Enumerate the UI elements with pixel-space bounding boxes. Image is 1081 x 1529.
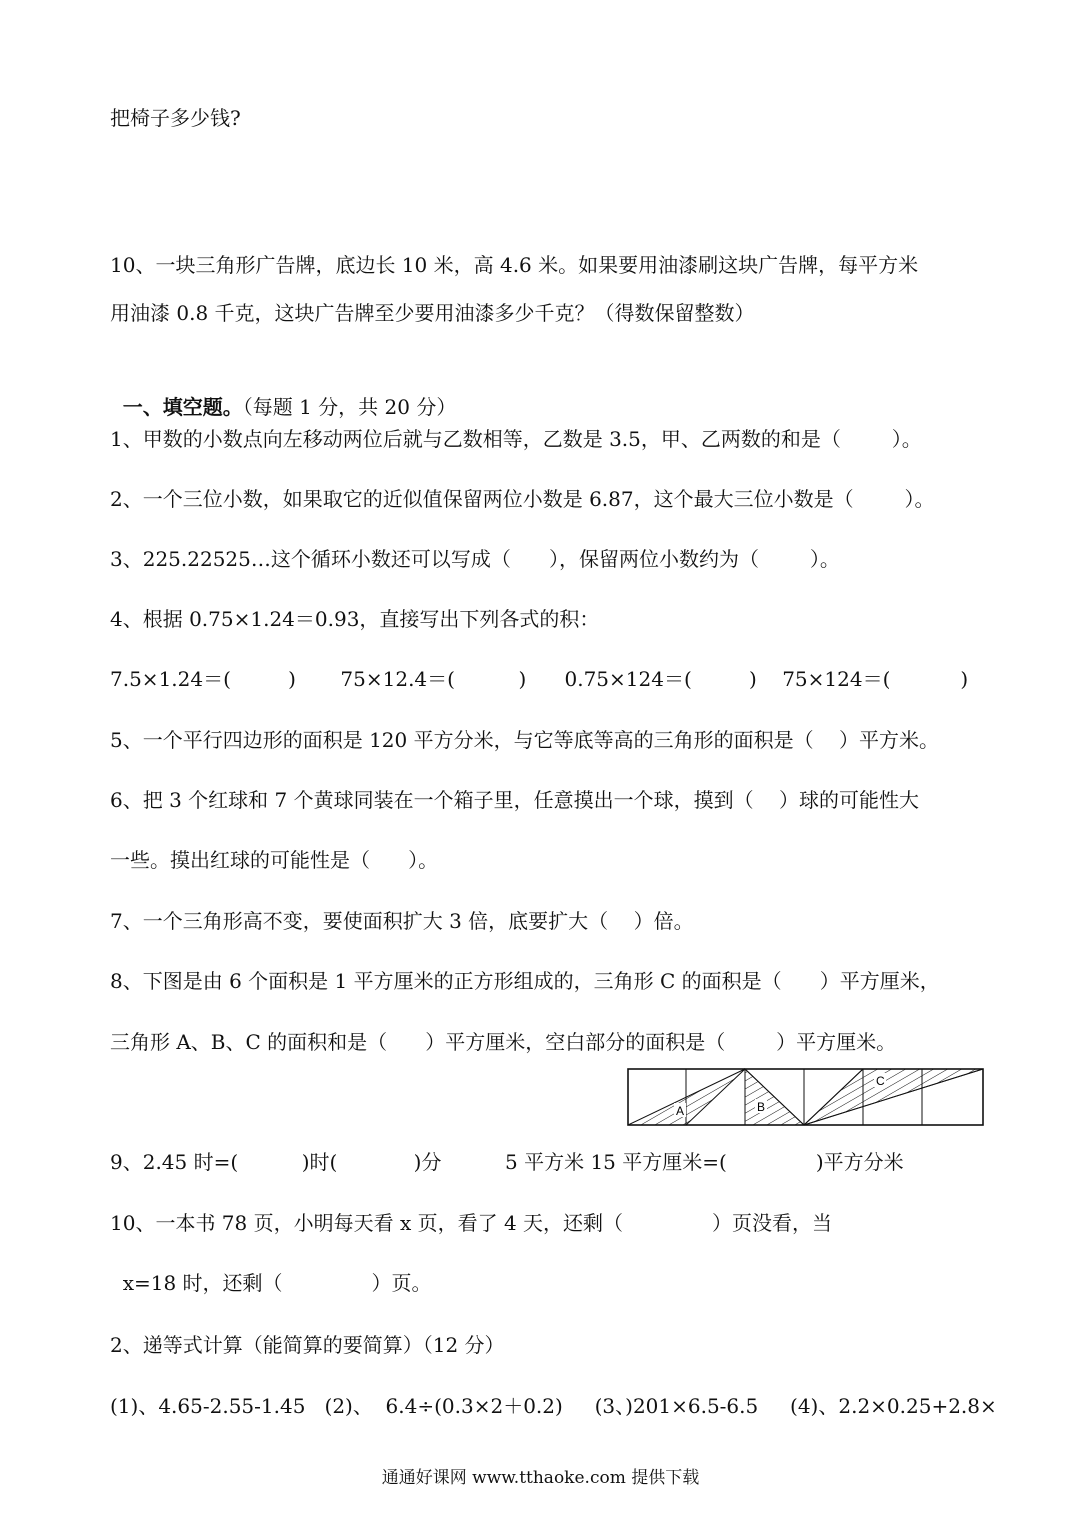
section-heading xyxy=(110,365,456,421)
calc-heading: 2、递等式计算（能简算的要简算）（12 分） xyxy=(110,1333,505,1357)
fill-q1: 1、甲数的小数点向左移动两位后就与乙数相等，乙数是 3.5，甲、乙两数的和是（ ）。 xyxy=(110,427,922,451)
fill-q8-part1: 8、下图是由 6 个面积是 1 平方厘米的正方形组成的，三角形 C 的面积是（ ）平方厘米， xyxy=(110,969,940,993)
calc-items: (1)、4.65-2.55-1.45 (2)、 6.4÷(0.3×2＋0.2) (3、)201×6.5-6.5 (4)、2.2×0.25+2.8× xyxy=(110,1394,997,1418)
fill-q8-part2: 三角形 A、B、C 的面积和是（ ）平方厘米，空白部分的面积是（ ）平方厘米。 xyxy=(110,1030,897,1054)
fill-q4-items: 7.5×1.24＝( ) 75×12.4＝( ) 0.75×124＝( ) 75×124＝( ) xyxy=(110,667,969,691)
label-b: B xyxy=(757,1100,766,1114)
label-c: C xyxy=(876,1074,885,1088)
fill-q4: 4、根据 0.75×1.24＝0.93，直接写出下列各式的积： xyxy=(110,607,600,631)
fill-q10-part2: x=18 时，还剩（ ）页。 xyxy=(110,1271,432,1295)
line-q10-part1: 10、一块三角形广告牌，底边长 10 米，高 4.6 米。如果要用油漆刷这块广告牌，每平方米 xyxy=(110,253,919,277)
fill-q2: 2、一个三位小数，如果取它的近似值保留两位小数是 6.87，这个最大三位小数是（ ）。 xyxy=(110,487,935,511)
label-a: A xyxy=(676,1104,685,1118)
fill-q3: 3、225.22525…这个循环小数还可以写成（ ），保留两位小数约为（ ）。 xyxy=(110,547,840,571)
page-footer: 通通好课网 www.tthaoke.com 提供下载 xyxy=(381,1468,700,1488)
line-chair-question: 把椅子多少钱? xyxy=(110,106,241,130)
fill-q6-part2: 一些。摸出红球的可能性是（ ）。 xyxy=(110,848,439,872)
line-q10-part2: 用油漆 0.8 千克，这块广告牌至少要用油漆多少千克？（得数保留整数） xyxy=(110,301,755,325)
section-note: （每题 1 分，共 20 分） xyxy=(242,395,457,419)
fill-q7: 7、一个三角形高不变，要使面积扩大 3 倍，底要扩大（ ）倍。 xyxy=(110,909,694,933)
fill-q9: 9、2.45 时=( )时( )分 5 平方米 15 平方厘米=( )平方分米 xyxy=(110,1150,904,1174)
fill-q10-part1: 10、一本书 78 页，小明每天看 x 页，看了 4 天，还剩（ ）页没看，当 xyxy=(110,1211,833,1235)
fill-q6-part1: 6、把 3 个红球和 7 个黄球同装在一个箱子里，任意摸出一个球，摸到（ ）球的可能性大 xyxy=(110,788,920,812)
section-title: 一、填空题。 xyxy=(122,395,243,419)
squares-triangles-figure xyxy=(627,1068,985,1128)
fill-q5: 5、一个平行四边形的面积是 120 平方分米，与它等底等高的三角形的面积是（ ）平方米。 xyxy=(110,728,940,752)
